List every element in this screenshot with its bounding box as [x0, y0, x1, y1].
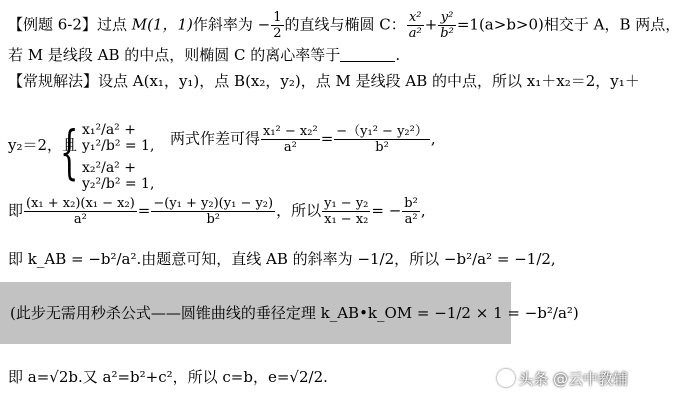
- highlight-text: (此步无需用秒杀公式——圆锥曲线的垂径定理 k_AB•k_OM = −1/2 × 1 = −b²/a²): [10, 304, 579, 322]
- left-brace: {: [60, 118, 79, 186]
- example-label: 【例题 6-2】: [8, 15, 97, 34]
- solution-label: 【常规解法】: [8, 72, 99, 90]
- watermark: 头条 @云中教辅: [497, 368, 628, 389]
- system-row-1: x₁²/a² + y₁²/b² = 1,: [82, 122, 155, 154]
- ellipse-x-term: $\frac{\text{x²}}{\text{a²}}$: [408, 10, 422, 41]
- solution-line-4: 即 k_AB = −b²/a².由题意可知，直线 AB 的斜率为 −1/2，所以 −b²/a² = −1/2,: [8, 250, 556, 268]
- system-row-2: x₂²/a² + y₂²/b² = 1,: [82, 160, 155, 192]
- watermark-icon: [497, 369, 515, 387]
- equation-system: [60, 120, 160, 190]
- point-m: M(1，1): [131, 15, 193, 34]
- solution-line-3: 即 $\frac{\text{(x₁ + x₂)(x₁ − x₂)}}{\text{a²}}$ = $\frac{\text{−(y₁ + y₂)(y₁ − y₂)}}{\text{b²}}$ ，所以 $\frac{\text{y₁ − y₂}}{\text{x₁ − x₂}}$ = − $\frac{\text{b²}}{\text{a²}}$ ,: [8, 196, 426, 227]
- answer-blank: [340, 47, 395, 62]
- slope-fraction: $\frac{1}{2}$: [273, 10, 282, 41]
- difference-equation: 两式作差可得 $\frac{\text{x₁² − x₂²}}{\text{a²}}$ = $\frac{\text{−（y₁² − y₂²）}}{\text{b²}}$ ,: [170, 124, 436, 155]
- example-line-1: 【例题 6-2】过点 M(1，1)作斜率为 − $\frac{1}{2}$ 的直线与椭圆 C： $\frac{\text{x²}}{\text{a²}}$ + $\frac{\text{y²}}{\text{b²}}$ =1(a>b>0)相交于 A，B 两点，: [8, 10, 680, 41]
- solution-line-5: 即 a=√2b.又 a²=b²+c²，所以 c=b，e=√2/2.: [8, 368, 328, 386]
- ellipse-y-term: $\frac{\text{y²}}{\text{b²}}$: [440, 10, 454, 41]
- solution-line-2: y₂＝2，且: [8, 136, 78, 154]
- solution-line-1: 【常规解法】设点 A(x₁，y₁)，点 B(x₂，y₂)，点 M 是线段 AB 的中点，所以 x₁＋x₂＝2，y₁＋: [8, 72, 640, 90]
- example-line-2: 若 M 是线段 AB 的中点，则椭圆 C 的离心率等于 .: [8, 46, 401, 64]
